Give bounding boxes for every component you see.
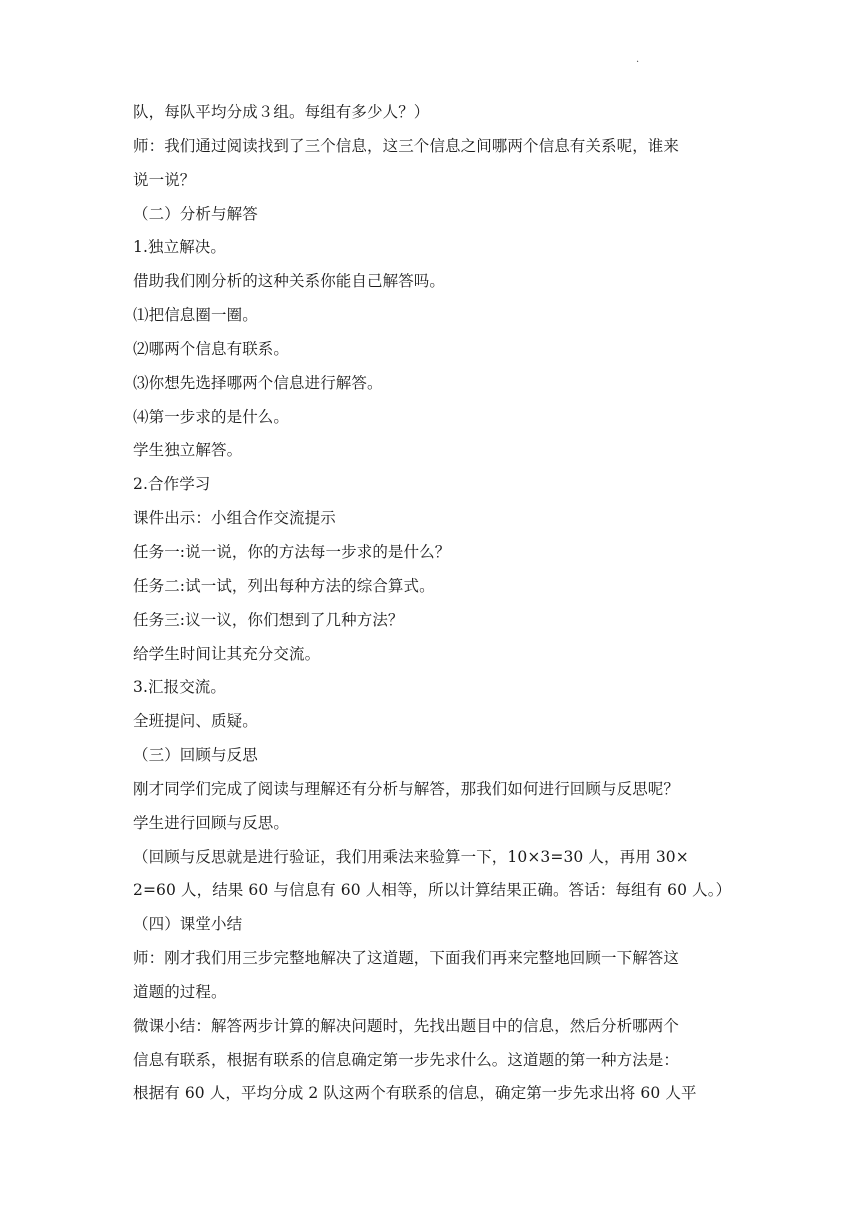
step-heading: 3.汇报交流。 <box>133 678 226 697</box>
document-body <box>133 102 733 1117</box>
list-item: ⑵哪两个信息有联系。 <box>133 339 290 358</box>
step-heading: 1.独立解决。 <box>133 238 226 257</box>
text-line: 给学生时间让其充分交流。 <box>133 644 321 663</box>
text-line: （回顾与反思就是进行验证，我们用乘法来验算一下，10×3=30 人，再用 30× <box>133 847 689 866</box>
task-item: 任务一:说一说，你的方法每一步求的是什么？ <box>133 542 451 561</box>
text-line: 课件出示：小组合作交流提示 <box>133 509 336 528</box>
task-item: 任务二:试一试，列出每种方法的综合算式。 <box>133 576 435 595</box>
text-line: 师：我们通过阅读找到了三个信息，这三个信息之间哪两个信息有关系呢，谁来 <box>133 136 680 155</box>
text-line: 师：刚才我们用三步完整地解决了这道题，下面我们再来完整地回顾一下解答这 <box>133 949 680 968</box>
text-line: 全班提问、质疑。 <box>133 712 258 731</box>
corner-mark: · <box>636 57 640 68</box>
text-line: 学生独立解答。 <box>133 441 243 460</box>
text-line: 队，每队平均分成３组。每组有多少人？） <box>133 103 430 121</box>
list-item: ⑴把信息圈一圈。 <box>133 306 258 325</box>
section-heading: （二）分析与解答 <box>133 204 258 223</box>
task-item: 任务三:议一议，你们想到了几种方法？ <box>133 610 404 629</box>
text-line: 2=60 人，结果 60 与信息有 60 人相等，所以计算结果正确。答话：每组有 60 人。） <box>133 881 732 900</box>
text-line: 学生进行回顾与反思。 <box>133 813 290 832</box>
text-line: 借助我们刚分析的这种关系你能自己解答吗。 <box>133 272 446 291</box>
text-line: 刚才同学们完成了阅读与理解还有分析与解答，那我们如何进行回顾与反思呢？ <box>133 779 680 798</box>
section-heading: （四）课堂小结 <box>133 915 243 934</box>
section-heading: （三）回顾与反思 <box>133 746 258 765</box>
text-line: 根据有 60 人，平均分成 2 队这两个有联系的信息，确定第一步先求出将 60 人平 <box>133 1084 697 1103</box>
text-line: 道题的过程。 <box>133 982 227 1001</box>
text-line: 说一说？ <box>133 170 196 189</box>
step-heading: 2.合作学习 <box>133 475 211 494</box>
list-item: ⑶你想先选择哪两个信息进行解答。 <box>133 373 383 392</box>
text-line: 微课小结：解答两步计算的解决问题时，先找出题目中的信息，然后分析哪两个 <box>133 1016 680 1035</box>
text-line: 信息有联系，根据有联系的信息确定第一步先求什么。这道题的第一种方法是： <box>133 1050 680 1069</box>
list-item: ⑷第一步求的是什么。 <box>133 407 290 426</box>
